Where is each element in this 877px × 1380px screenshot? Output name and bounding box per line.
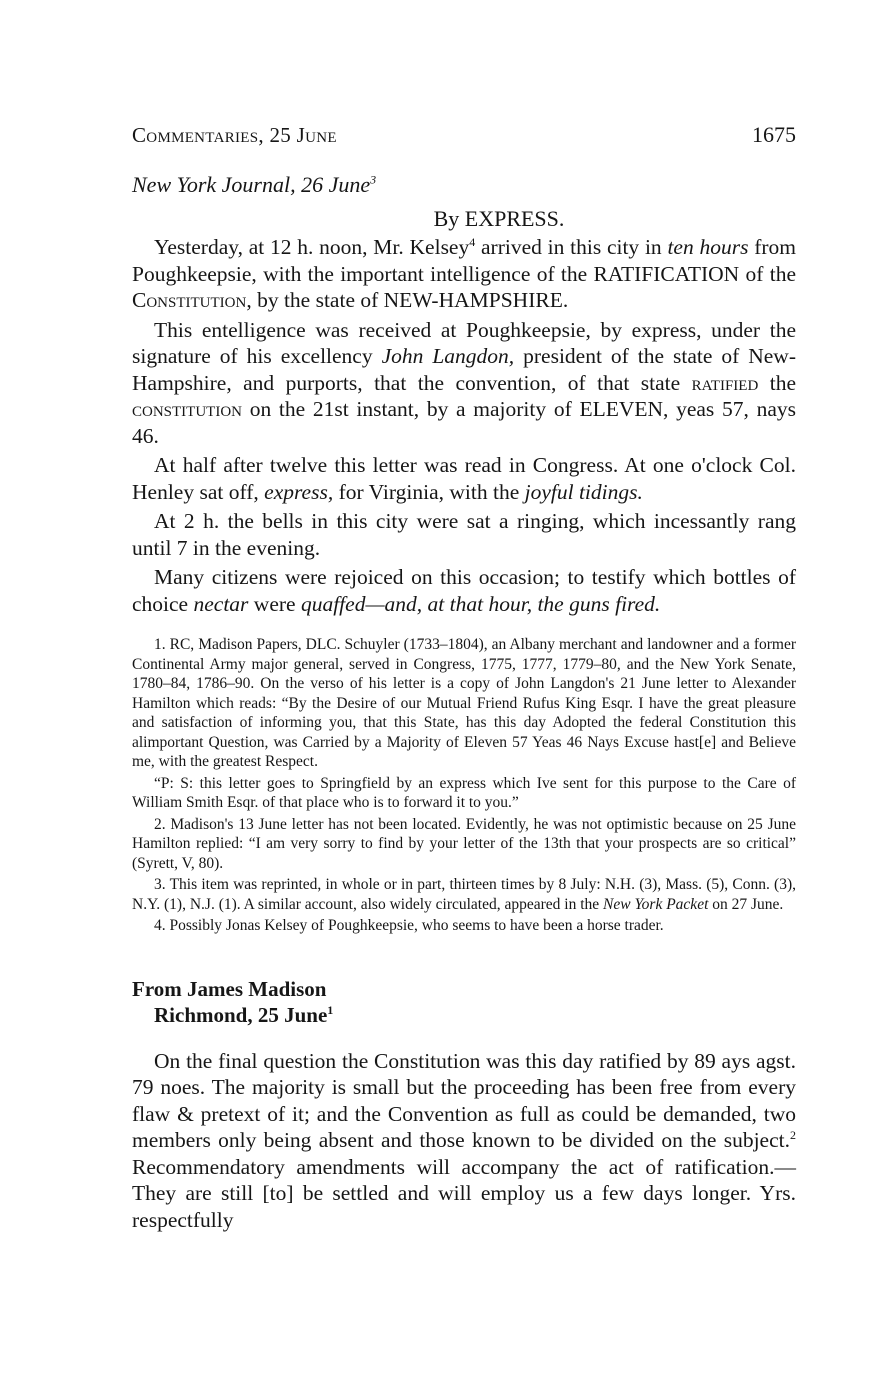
footnote-1: 1. RC, Madison Papers, DLC. Schuyler (1733–1804), an Albany merchant and landowner and a former Continental Army major general, served in Congress, 1775, 1777, 1779–80, and the New York Senate, 1780–84, 1786–90. On the verso of his letter is a copy of John Langdon's 21 June letter to Alexander Hamilton which reads: “By the Desire of our Mutual Friend Rufus King Esqr. I have the great pleasure and satisfaction of informing you, that this State, has this day Adopted the federal Constitution this alimportant Question, was Carried by a Majority of Eleven 57 Yeas 46 Nays Excuse hast[e] and Believe me, with the greatest Respect. (132, 636, 796, 770)
text-run: from Poughkeepsie, with the important intelligence of the RATIFICATION of the (132, 235, 797, 286)
text-run: , by the state of NEW-HAMPSHIRE. (246, 288, 569, 312)
text-run: 3. This item was reprinted, in whole or in part, thirteen times by 8 July: N.H. (3), Mass. (5), Conn. (3), N.Y. (1), N.J. (1). A similar account, also widely circulated, appeared in the (132, 876, 796, 913)
small-caps: constitution (132, 397, 242, 421)
text-run: arrived in this city in (475, 235, 668, 259)
text-run: Many citizens were rejoiced on this occasion; to testify which bottles of choice (132, 565, 796, 616)
footnote-2: 2. Madison's 13 June letter has not been located. Evidently, he was not optimistic because on 25 June Hamilton replied: “I am very sorry to find by your letter of the 13th that your prospects are so critical” (Syrett, V, 80). (132, 815, 796, 872)
emphasis: New York Packet (603, 895, 709, 913)
small-caps: ratified (691, 370, 759, 395)
document-body (132, 1048, 796, 1234)
document-heading-from: From James Madison (132, 976, 327, 1001)
text-run: This entelligence was received at Poughkeepsie, by express, under the signature of his excellency (132, 317, 796, 368)
page-number: 1675 (752, 122, 796, 147)
text-run: the (758, 370, 796, 395)
note-ref-1: 1 (327, 1002, 334, 1017)
note-ref-2: 2 (790, 1127, 796, 1142)
text-run: At half after twelve this letter was read in Congress. At one o'clock Col. Henley sat off, (132, 453, 796, 504)
footnote-1-postscript: “P: S: this letter goes to Springfield by an express which Ive sent for this purpose to the Care of William Smith Esqr. of that place who is to forward it to you.” (132, 774, 796, 811)
paragraph-1 (132, 234, 796, 314)
footnote-3 (132, 875, 796, 914)
paragraph-5 (132, 564, 796, 617)
small-caps: Constitution (132, 288, 247, 312)
text-run: for Virginia, with the (333, 479, 525, 504)
document-heading-place (132, 1002, 796, 1028)
running-head-title: Commentaries, 25 June (132, 123, 337, 147)
letter-paragraph (132, 1048, 796, 1234)
text-run: On the final question the Constitution was this day ratified by 89 ays agst. 79 noes. The majority is small but the proceeding has been free from every flaw & pretext of it; and the Convention as full as could be demanded, two members only being absent and those known to be divided on the subject. (132, 1048, 796, 1152)
text-run: president of the state of New-Hampshire, and purports, that the convention, of that state (132, 344, 796, 395)
paragraph-4: At 2 h. the bells in this city were sat a ringing, which incessantly rang until 7 in the evening. (132, 509, 796, 560)
note-ref-3: 3 (370, 172, 377, 187)
paragraph-3 (132, 452, 796, 505)
text-run: Recommendatory amendments will accompany the act of ratification.—They are still [to] be settled and will employ us a few days longer. Yrs. respectfully (132, 1154, 796, 1232)
text-run: on the 21st instant, by a majority of ELEVEN, yeas 57, nays 46. (132, 397, 796, 448)
text-run: Richmond, 25 June (154, 1002, 328, 1027)
emphasis: ten hours (667, 235, 749, 259)
document-heading (132, 976, 796, 1028)
note-ref-4: 4 (469, 234, 476, 249)
running-head (132, 122, 796, 148)
emphasis: nectar (193, 591, 249, 616)
text-run: were (248, 591, 301, 616)
emphasis: John Langdon, (381, 344, 515, 368)
footnote-4: 4. Possibly Jonas Kelsey of Poughkeepsie, who seems to have been a horse trader. (154, 917, 664, 934)
emphasis: quaffed—and, at that hour, the guns fired. (300, 591, 661, 616)
footnotes (132, 635, 796, 936)
emphasis: joyful tidings. (524, 479, 643, 504)
paragraph-2 (132, 317, 796, 450)
source-line (132, 172, 796, 198)
text-run: on 27 June. (708, 895, 784, 913)
source-title: New York Journal, 26 June (132, 172, 371, 197)
emphasis: express, (264, 479, 334, 504)
text-run: Yesterday, at 12 h. noon, Mr. Kelsey (154, 235, 470, 259)
headline: By EXPRESS. (433, 206, 565, 231)
main-text (132, 172, 796, 1236)
